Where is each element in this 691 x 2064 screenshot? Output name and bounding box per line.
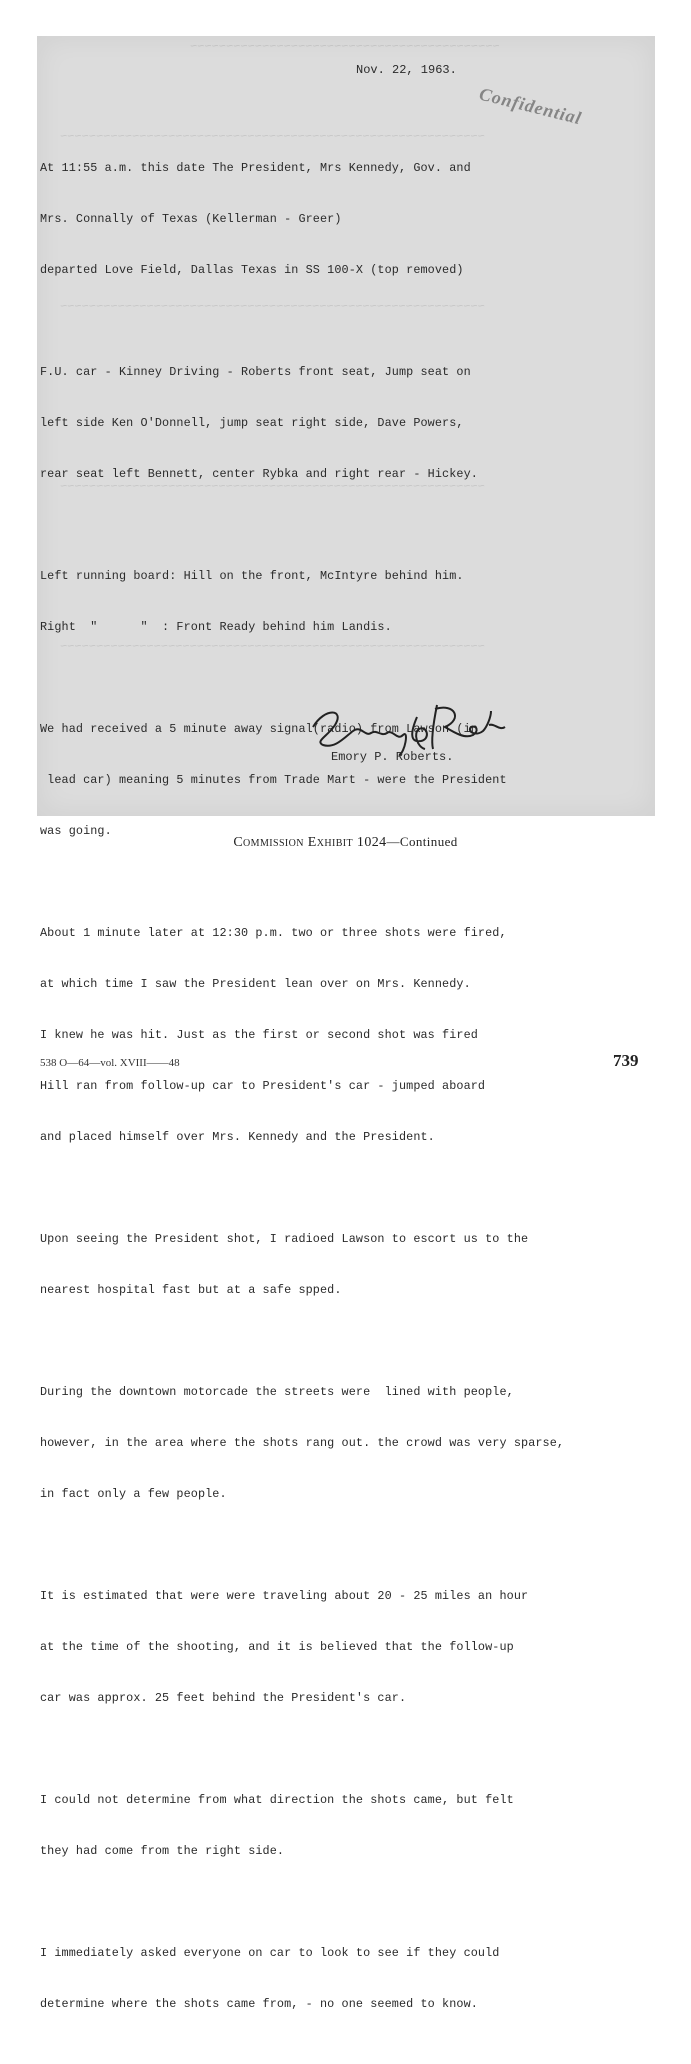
memo-paragraph (40, 1758, 640, 1894)
memo-line: About 1 minute later at 12:30 p.m. two or three shots were fired, (40, 926, 507, 940)
memo-paragraph (40, 891, 640, 1180)
memo-line: in fact only a few people. (40, 1487, 227, 1501)
memo-paragraph (40, 534, 640, 670)
memo-line: Left running board: Hill on the front, McIntyre behind him. (40, 569, 464, 583)
memo-line: left side Ken O'Donnell, jump seat right side, Dave Powers, (40, 416, 464, 430)
memo-line: departed Love Field, Dallas Texas in SS 100-X (top removed) (40, 263, 464, 277)
memo-line: During the downtown motorcade the streets were lined with people, (40, 1385, 514, 1399)
memo-line: We had received a 5 minute away signal(radio) from Lawson (in (40, 722, 478, 736)
memo-paragraph (40, 1350, 640, 1537)
memo-line: determine where the shots came from, - no one seemed to know. (40, 1997, 478, 2011)
memo-line: was going. (40, 824, 112, 838)
memo-line: Upon seeing the President shot, I radioed Lawson to escort us to the (40, 1232, 529, 1246)
memo-line: at the time of the shooting, and it is believed that the follow-up (40, 1640, 514, 1654)
memo-line: car was approx. 25 feet behind the President's car. (40, 1691, 407, 1705)
memo-line: lead car) meaning 5 minutes from Trade Mart - were the President (40, 773, 507, 787)
memo-paragraph (40, 126, 640, 313)
exhibit-suffix: —Continued (386, 834, 458, 849)
memo-paragraph (40, 1197, 640, 1333)
signer-name: Emory P. Roberts. (331, 750, 454, 764)
memo-line: nearest hospital fast but at a safe spped. (40, 1283, 342, 1297)
exhibit-caption (0, 834, 691, 851)
memo-line: At 11:55 a.m. this date The President, Mrs Kennedy, Gov. and (40, 161, 471, 175)
memo-paragraph (40, 330, 640, 517)
memo-paragraph (40, 1554, 640, 1741)
memo-line: Right " " : Front Ready behind him Landis. (40, 620, 392, 634)
confidential-stamp: Confidential (477, 83, 584, 129)
memo-line: however, in the area where the shots rang out. the crowd was very sparse, (40, 1436, 565, 1450)
memo-date: Nov. 22, 1963. (356, 63, 457, 77)
exhibit-label: Commission Exhibit 1024 (233, 835, 387, 850)
page-number: 739 (613, 1051, 639, 1070)
memo-paragraph (40, 1911, 640, 2047)
print-code: 538 O—64—vol. XVIII——48 (40, 1057, 180, 1069)
memo-line: Mrs. Connally of Texas (Kellerman - Greer) (40, 212, 342, 226)
handwritten-signature (305, 697, 535, 757)
memo-line: It is estimated that were were traveling about 20 - 25 miles an hour (40, 1589, 529, 1603)
memo-line: at which time I saw the President lean over on Mrs. Kennedy. (40, 977, 471, 991)
memo-line: Hill ran from follow-up car to President's car - jumped aboard (40, 1079, 486, 1093)
memo-line: and placed himself over Mrs. Kennedy and the President. (40, 1130, 435, 1144)
memo-line: rear seat left Bennett, center Rybka and right rear - Hickey. (40, 467, 478, 481)
memo-line: I immediately asked everyone on car to look to see if they could (40, 1946, 500, 1960)
memo-line: I knew he was hit. Just as the first or second shot was fired (40, 1028, 478, 1042)
memo-line: F.U. car - Kinney Driving - Roberts front seat, Jump seat on (40, 365, 471, 379)
memo-line: they had come from the right side. (40, 1844, 285, 1858)
memo-line: I could not determine from what direction the shots came, but felt (40, 1793, 514, 1807)
